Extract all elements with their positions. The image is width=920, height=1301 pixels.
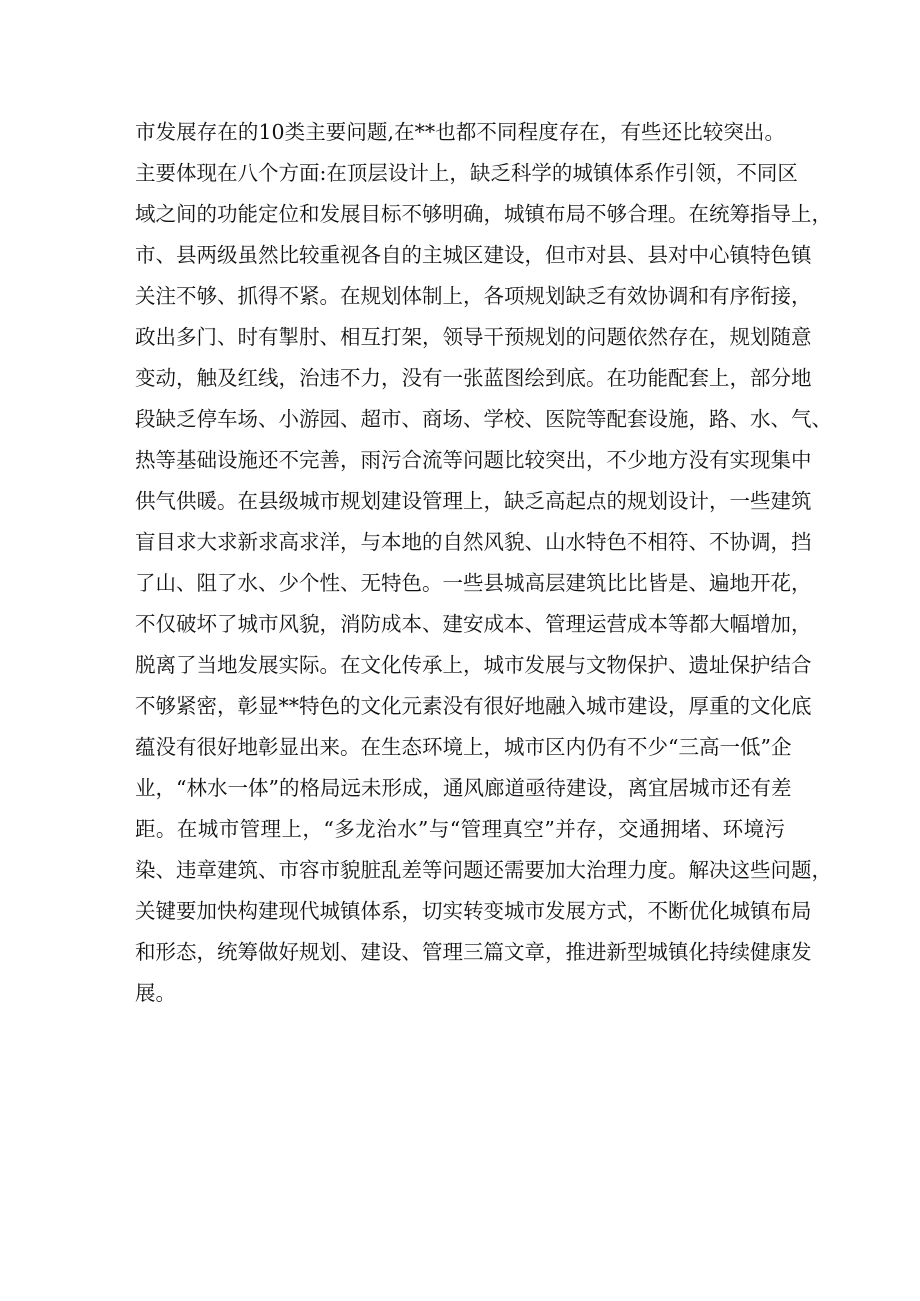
body-text (135, 112, 832, 1014)
text-line: 段缺乏停车场、小游园、超市、商场、学校、医院等配套设施，路、水、气、 (135, 407, 832, 431)
text-line: 市、县两级虽然比较重视各自的主城区建设，但市对县、县对中心镇特色镇 (135, 243, 812, 267)
text-line: 距。在城市管理上，“多龙治水”与“管理真空”并存，交通拥堵、环境污 (135, 817, 785, 841)
text-line: 染、违章建筑、市容市貌脏乱差等问题还需要加大治理力度。解决这些问题， (135, 858, 832, 882)
text-line: 关键要加快构建现代城镇体系，切实转变城市发展方式，不断优化城镇布局 (135, 899, 812, 923)
text-line: 盲目求大求新求高求洋，与本地的自然风貌、山水特色不相符、不协调，挡 (135, 530, 812, 554)
text-line: 主要体现在八个方面:在顶层设计上，缺乏科学的城镇体系作引领，不同区 (135, 161, 798, 185)
text-line: 展。 (135, 981, 176, 1005)
text-line: 业，“林水一体”的格局远未形成，通风廊道亟待建设，离宜居城市还有差 (135, 776, 792, 800)
text-line: 政出多门、时有掣肘、相互打架，领导干预规划的问题依然存在，规划随意 (135, 325, 812, 349)
text-line: 脱离了当地发展实际。在文化传承上，城市发展与文物保护、遗址保护结合 (135, 653, 812, 677)
text-line: 和形态，统筹做好规划、建设、管理三篇文章，推进新型城镇化持续健康发 (135, 940, 812, 964)
text-line: 市发展存在的10类主要问题,在**也都不同程度存在，有些还比较突出。 (135, 120, 785, 144)
text-line: 不仅破坏了城市风貌，消防成本、建安成本、管理运营成本等都大幅增加， (135, 612, 812, 636)
text-line: 关注不够、抓得不紧。在规划体制上，各项规划缺乏有效协调和有序衔接， (135, 284, 812, 308)
text-line: 变动，触及红线，治违不力，没有一张蓝图绘到底。在功能配套上，部分地 (135, 366, 812, 390)
text-line: 不够紧密，彰显**特色的文化元素没有很好地融入城市建设，厚重的文化底 (135, 694, 812, 718)
text-line: 供气供暖。在县级城市规划建设管理上，缺乏高起点的规划设计，一些建筑 (135, 489, 812, 513)
text-line: 热等基础设施还不完善，雨污合流等问题比较突出，不少地方没有实现集中 (135, 448, 812, 472)
text-line: 了山、阻了水、少个性、无特色。一些县城高层建筑比比皆是、遍地开花， (135, 571, 812, 595)
text-line: 蕴没有很好地彰显出来。在生态环境上，城市区内仍有不少“三高一低”企 (135, 735, 792, 759)
text-line: 域之间的功能定位和发展目标不够明确，城镇布局不够合理。在统筹指导上， (135, 202, 832, 226)
